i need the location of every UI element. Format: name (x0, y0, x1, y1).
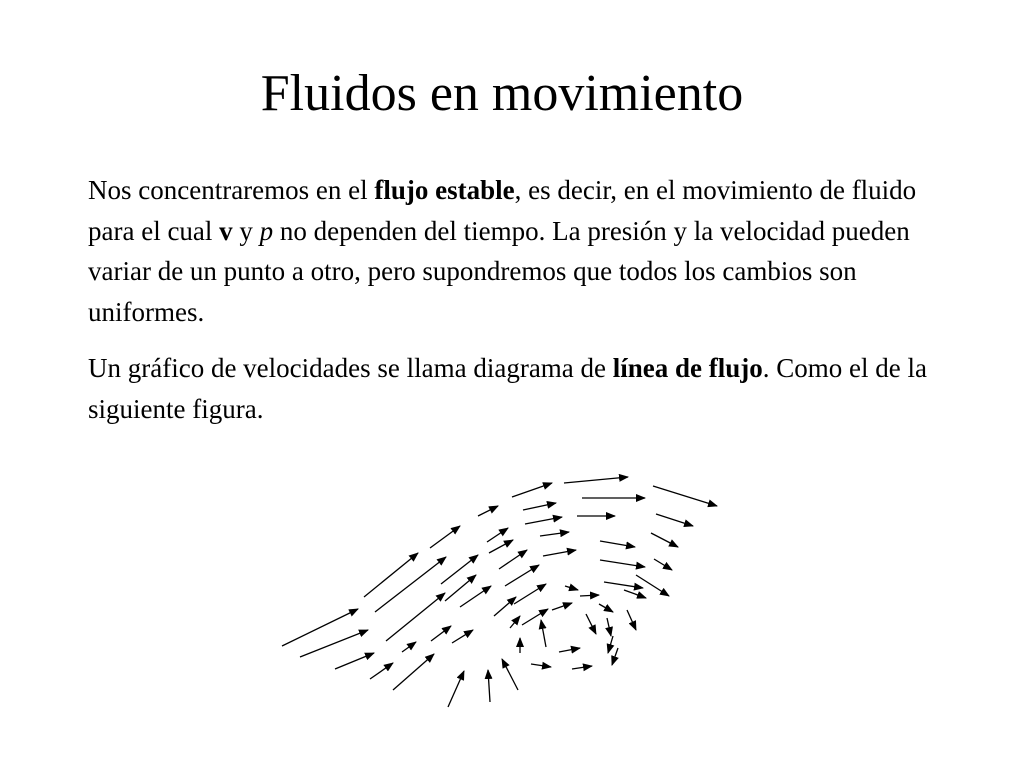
velocity-arrow (586, 614, 596, 634)
velocity-arrow (335, 653, 374, 669)
velocity-arrow (543, 550, 576, 556)
text-span: Un gráfico de velocidades se llama diagrama de (88, 353, 613, 383)
text-span: , es decir, en el movimiento de fluido para el cual (88, 175, 917, 246)
term-streamline: línea de flujo (612, 353, 763, 383)
slide-title: Fluidos en movimiento (260, 65, 744, 122)
velocity-arrow (604, 582, 643, 588)
velocity-arrow (636, 575, 669, 596)
velocity-arrow (502, 659, 518, 690)
velocity-arrow (514, 584, 546, 604)
velocity-arrow (541, 620, 546, 647)
velocity-arrow (559, 648, 580, 652)
text-span: y (232, 215, 260, 246)
velocity-arrow (452, 630, 473, 643)
velocity-arrow (580, 595, 599, 596)
symbol-pressure: p (259, 215, 274, 246)
velocity-arrow (651, 533, 678, 547)
velocity-arrow (402, 642, 416, 652)
velocity-arrow (393, 654, 434, 690)
velocity-arrow (431, 626, 451, 641)
velocity-arrow (430, 526, 460, 548)
velocity-arrow (445, 575, 476, 601)
velocity-arrow (552, 603, 572, 610)
velocity-arrow (487, 528, 508, 542)
symbol-velocity: v (219, 215, 233, 246)
term-steady-flow: flujo estable (374, 175, 515, 205)
velocity-arrow (656, 514, 693, 526)
velocity-arrow (488, 670, 490, 702)
velocity-arrow (364, 553, 418, 597)
velocity-arrow (654, 559, 672, 570)
velocity-arrow (525, 517, 562, 524)
velocity-arrow (599, 604, 613, 612)
velocity-arrow (505, 565, 539, 586)
velocity-arrow (600, 541, 635, 547)
velocity-arrow (300, 630, 368, 657)
velocity-arrow (624, 590, 646, 598)
velocity-arrow (564, 477, 628, 483)
text-span: no dependen del tiempo. La presión y la velocidad pueden variar de un punto a otro, pero supondremos que todos los cambios son uniformes. (88, 215, 910, 327)
text-span: . Como el de la siguiente figura. (88, 353, 928, 424)
velocity-arrow (441, 555, 478, 584)
velocity-arrow (653, 486, 717, 506)
velocity-arrow (522, 609, 548, 625)
velocity-arrow (540, 532, 569, 536)
velocity-arrow (565, 586, 578, 590)
velocity-arrow (489, 540, 513, 553)
velocity-arrow (600, 560, 645, 567)
velocity-arrow (607, 618, 611, 636)
velocity-arrow (608, 636, 613, 653)
velocity-arrow (512, 483, 552, 497)
velocity-arrow (386, 593, 445, 641)
velocity-arrow (499, 550, 527, 569)
velocity-arrow (612, 648, 618, 665)
velocity-arrow (375, 557, 446, 612)
velocity-arrow (448, 671, 464, 707)
velocity-arrow (370, 663, 393, 679)
velocity-arrow (478, 506, 498, 516)
text-span: Nos concentraremos en el (88, 175, 375, 205)
velocity-arrow (510, 616, 520, 628)
velocity-arrow (531, 664, 551, 667)
velocity-arrow (494, 597, 516, 616)
velocity-arrow (572, 666, 592, 669)
velocity-arrow (523, 503, 556, 510)
velocity-arrow (460, 586, 491, 607)
velocity-arrow (627, 610, 636, 630)
velocity-arrow (282, 609, 358, 646)
